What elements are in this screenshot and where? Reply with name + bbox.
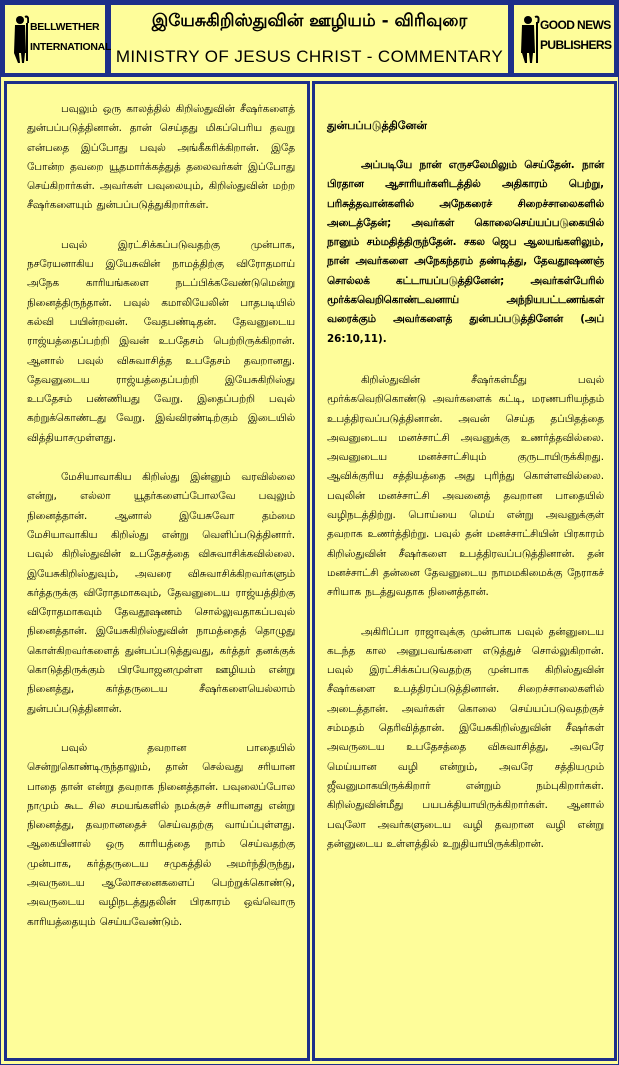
paragraph: அகிரிப்பா ராஜாவுக்கு முன்பாக பவுல் தன்னுடைய கடந்த கால அனுபவங்களை எடுத்துச் சொல்லுகிறான். பவுல் இரட்சிக்கப்படுவதற்கு முன்பாக கிறிஸ்துவின் சீஷர்களை உபத்திரப்படுத்தினான். சிறைச்சாலைகளில் அடைத்தான். அவர்கள் கொலை செய்யப்படுவதற்குச் சம்மதம் தெரிவித்தான். இயேசுகிறிஸ்துவின் சீஷர்கள் அவருடைய உபதேசத்தை விசுவாசித்து, அவரே மெய்யான வழி என்றும், அவரே சத்தியமும் ஜீவனுமாகயிருக்கிறார் என்றும் நம்புகிறார்கள். கிறிஸ்துவின்மீது பயபக்தியாயிருக்கிறார்கள். ஆனால் பவுலோ அவர்களுடைய வழி தவறான வழி என்று தன்னுடைய உள்ளத்தில் உறுதியாயிருக்கிறான். [327, 625, 604, 850]
left-column [4, 81, 310, 1061]
logo-line-2: INTERNATIONAL [30, 41, 112, 53]
paragraph: கிறிஸ்துவின் சீஷர்கள்மீது பவுல் மூர்க்கவெறிகொண்டு அவர்களைக் கட்டி, மரணபரியந்தம் உபத்திரவப்படுத்தினான். அவன் செய்த தப்பிதத்தை அவனுடைய மனச்சாட்சி அவனுக்கு உணர்த்தவில்லை. அவனுடைய மனச்சாட்சியும் குருடாயிருக்கிறது. ஆவிக்குரிய சத்தியத்தை அது புரிந்து கொள்ளவில்லை. பவுலின் மனச்சாட்சி அவனைத் தவறான பாதையில் வழிநடத்திற்று. பொய்யை மெய் என்று அவனுக்குள் தவறாக உணர்த்திற்று. பவுல் தன் மனச்சாட்சியின் பிரகாரம் கிறிஸ்துவின் சீஷர்களை உபத்திரவப்படுத்தினான். தன் மனச்சாட்சி தன்னை தேவனுடைய நாமமகிமைக்கு நேராகச் சரியாக நடத்துவதாக நினைத்தான். [327, 373, 604, 599]
bellwether-shepherd-icon [11, 13, 29, 65]
good-news-logo-box [514, 5, 614, 73]
paragraph: பவுல் தவறான பாதையில் சென்றுகொண்டிருந்தாலும், தான் செல்வது சரியான பாதை தான் என்று தவறாக நினைத்தான். பவுலைப்போல நாமும் கூட சில சமயங்களில் நமக்குச் சரியானது என்று நினைத்து, தவறானதைச் செய்வதற்கு வாய்ப்புள்ளது. ஆகையினால் ஒரு காரியத்தை நாம் செய்வதற்கு முன்பாக, கர்த்தருடைய சமுகத்தில் அமர்ந்திருந்து, அவருடைய ஆலோசனைகளைப் பெற்றுக்கொண்டு, அவருடைய வழிநடத்துதலின் பிரகாரம் ஒவ்வொரு காரியத்தையும் செய்யவேண்டும். [27, 741, 295, 928]
section-heading: துன்பப்படுத்தினேன் [327, 119, 427, 132]
logo-line-1: GOOD NEWS [540, 18, 611, 32]
title-box [111, 5, 508, 73]
good-news-logo-text [540, 15, 614, 55]
scripture-quote: அப்படியே நான் எருசலேமிலும் செய்தேன். நான் பிரதான ஆசாரியர்களிடத்தில் அதிகாரம் பெற்று, பரிசுத்தவான்களில் அநேகரைச் சிறைச்சாலைகளில் அடைத்தேன்; அவர்கள் கொலைசெய்யப்படுகையில் நானும் சம்மதித்திருந்தேன். சகல ஜெப ஆலயங்களிலும், நான் அவர்களை அநேகந்தரம் தண்டித்து, தேவதூஷணஞ் சொல்லக் கட்டாயப்படுத்தினேன்; அவர்கள்பேரில் மூர்க்கவெறிகொண்டவனாய் அந்நியபட்டணங்கள் வரைக்கும் அவர்களைத் துன்பப்படுத்தினேன் (அப் 26:10,11). [327, 159, 604, 345]
logo-line-2: PUBLISHERS [540, 38, 612, 52]
good-news-shepherd-icon [518, 13, 540, 65]
bellwether-logo-box [5, 5, 112, 73]
page-title-tamil: இயேசுகிறிஸ்துவின் ஊழியம் - விரிவுரை [151, 11, 468, 31]
bellwether-logo-text [30, 17, 112, 57]
logo-line-1: BELLWETHER [30, 21, 100, 33]
paragraph: மேசியாவாகிய கிறிஸ்து இன்னும் வரவில்லை என்று, எல்லா யூதர்களைப்போலவே பவுலும் நினைத்தான். ஆனால் இயேசுவோ தம்மை மேசியாவாகிய கிறிஸ்து என்று வெளிப்படுத்தினார். பவுல் கிறிஸ்துவின் உபதேசத்தை விசுவாசிக்கவில்லை. இயேசுகிறிஸ்துவும், அவரை விசுவாசிக்கிறவர்களும் கர்த்தருக்கு விரோதமாகவும், தேவனுடைய ராஜ்யத்திற்கு விரோதமாகவும் தேவதூஷணம் சொல்லுவதாகப்பவுல் நினைத்தான். இயேசுகிறிஸ்துவின் நாமத்தைத் தொழுது கொள்கிறவர்களைத் துன்பப்படுத்துவது, கர்த்தர் தனக்குக் கொடுத்திருக்கும் பிரயோஜனமுள்ள ஊழியம் என்று நினைத்து, கர்த்தருடைய சீஷர்களையெல்லாம் துன்பப்படுத்தினான். [27, 471, 295, 715]
right-column [312, 81, 617, 1061]
header-bar [1, 1, 618, 77]
paragraph: பவுல் இரட்சிக்கப்படுவதற்கு முன்பாக, நசரேயனாகிய இயேசுவின் நாமத்திற்கு விரோதமாய் அநேக காரியங்களை நடப்பிக்கவேண்டுமென்று நினைத்திருந்தான். பவுல் கமாலியேலின் பாதபடியில் கல்வி பயின்றவன். வேதபண்டிதன். தேவனுடைய ராஜ்யத்தைப்பற்றி இவன் உபதேசம் பெற்றிருக்கிறான். ஆனால் பவுல் விசுவாசித்த உபதேசம் தவறானது. தேவனுடைய ராஜ்யத்தைப்பற்றி இயேசுகிறிஸ்து உபதேசம் பண்ணியது வேறு. இதைப்பற்றி பவுல் கற்றுக்கொண்டது வேறு. இவ்விரண்டிற்கும் இடையில் வித்தியாசமுள்ளது. [27, 238, 295, 444]
page-title-english: MINISTRY OF JESUS CHRIST - COMMENTARY [115, 47, 504, 66]
paragraph: பவுலும் ஒரு காலத்தில் கிறிஸ்துவின் சீஷர்களைத் துன்பப்படுத்தினான். தான் செய்தது மிகப்பெரிய தவறு என்பதை இப்போது பவுல் அங்கீகரிக்கிறான். இதே போன்ற தவறை யூதமார்க்கத்துத் தலைவர்கள் இப்போது செய்கிறார்கள். அவர்கள் பவுலையும், கிறிஸ்துவின் மற்ற சீஷர்களையும் துன்பப்படுத்துகிறார்கள். [27, 103, 295, 212]
